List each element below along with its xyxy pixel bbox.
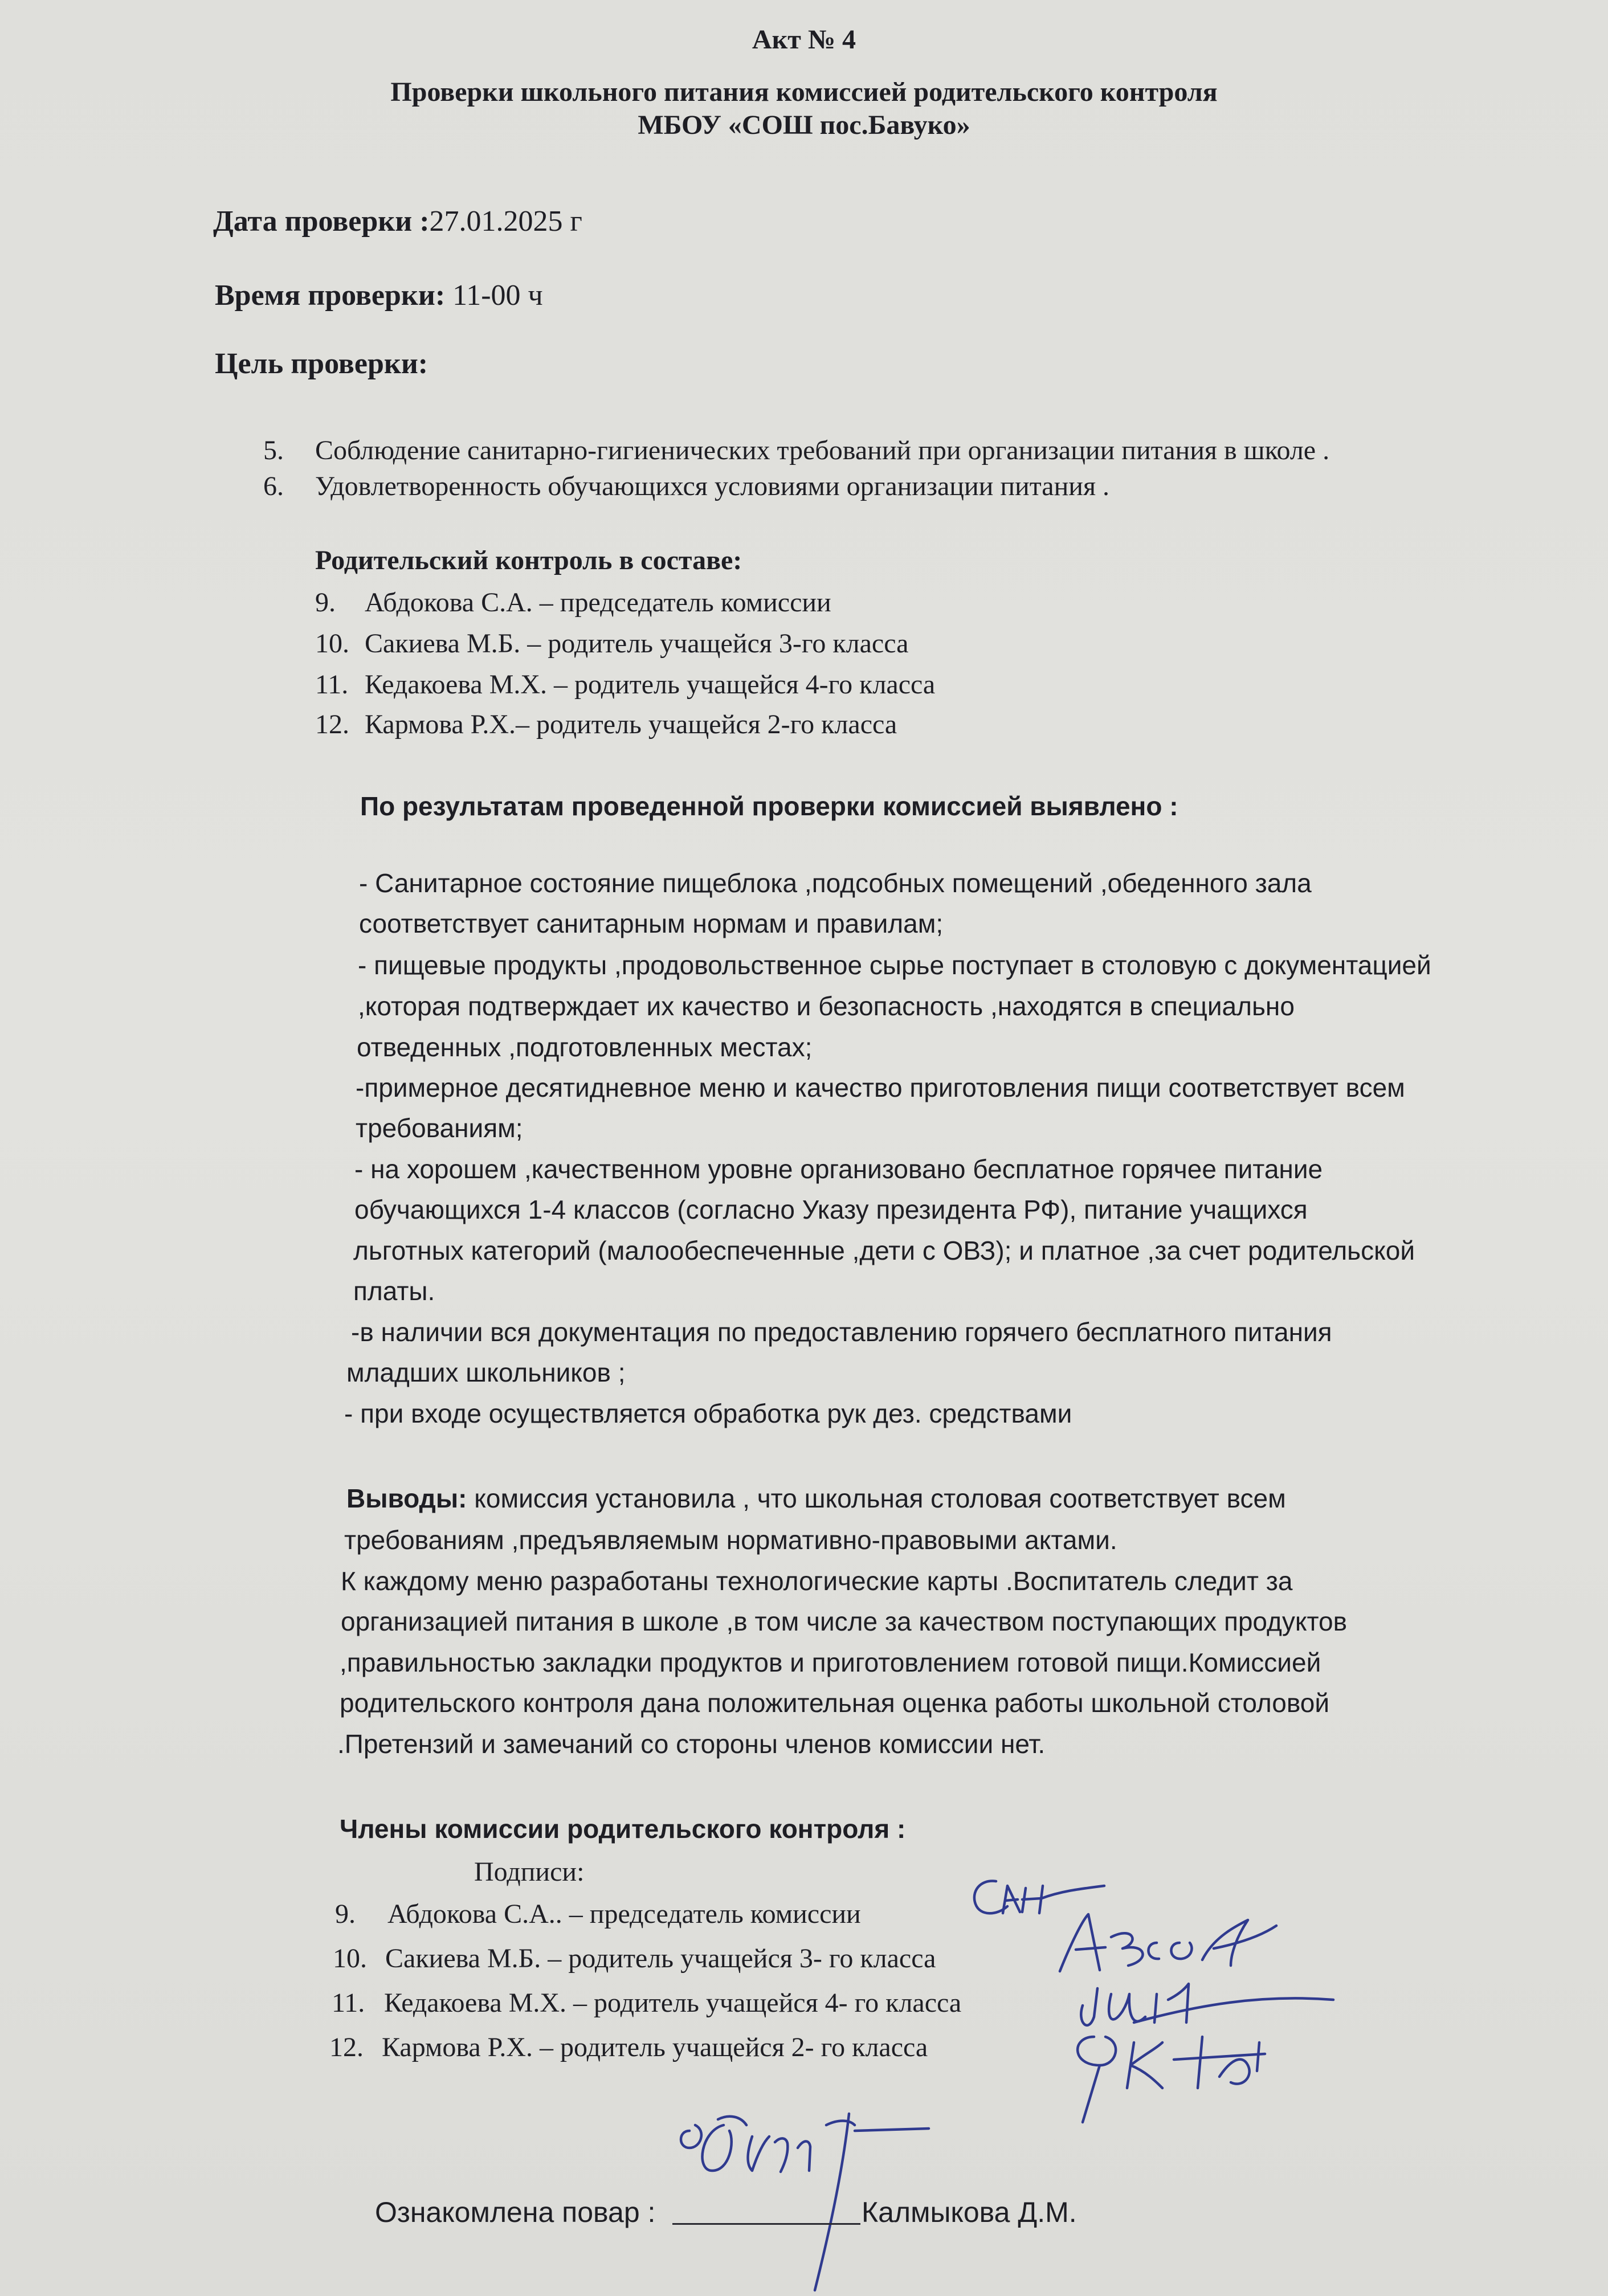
conclusion-line: организацией питания в школе ,в том числе за качеством поступающих продуктов [341, 1607, 1348, 1636]
result-line: обучающихся 1-4 классов (согласно Указу президента РФ), питание учащихся [354, 1195, 1308, 1224]
act-number: Акт № 4 [752, 24, 856, 55]
result-line: соответствует санитарным нормам и правилам; [359, 909, 944, 938]
signature-member-text: Сакиева М.Б. – родитель учащейся 3- го класса [385, 1943, 936, 1974]
signature-member-num: 9. [335, 1899, 356, 1929]
signature-member-text: Абдокова С.А.. – председатель комиссии [387, 1899, 861, 1929]
member-num: 10. [315, 628, 349, 659]
member-text: Кедакоева М.Х. – родитель учащейся 4-го класса [365, 669, 936, 700]
member-num: 11. [315, 669, 349, 700]
result-line: - при входе осуществляется обработка рук дез. средствами [344, 1399, 1072, 1428]
conclusion-line: родительского контроля дана положительная оценка работы школьной столовой [340, 1688, 1330, 1718]
conclusions-text: комиссия установила , что школьная столовая соответствует всем [467, 1484, 1286, 1513]
goal-item-text: Соблюдение санитарно-гигиенических требований при организации питания в школе . [315, 435, 1330, 465]
conclusions-label: Выводы: [346, 1484, 467, 1513]
member-num: 12. [315, 709, 349, 740]
signatures-subheading: Подписи: [474, 1857, 585, 1887]
signature-member-num: 10. [333, 1943, 367, 1974]
result-line: - Санитарное состояние пищеблока ,подсобных помещений ,обеденного зала [359, 868, 1312, 898]
result-line: ,которая подтверждает их качество и безопасность ,находятся в специально [358, 991, 1295, 1021]
result-line: отведенных ,подготовленных местах; [357, 1032, 813, 1062]
document-title: Проверки школьного питания комиссией родительского контроля [390, 77, 1218, 107]
signatures-heading: Члены комиссии родительского контроля : [340, 1814, 906, 1844]
goal-item-num: 5. [263, 435, 284, 465]
signature-member-num: 11. [332, 1988, 365, 2018]
cook-name: Калмыкова Д.М. [862, 2196, 1077, 2228]
time-label: Время проверки: [215, 279, 446, 312]
result-line: требованиям; [356, 1113, 523, 1143]
conclusion-line: ,правильностью закладки продуктов и приготовлением готовой пищи.Комиссией [340, 1648, 1321, 1677]
member-text: Абдокова С.А. – председатель комиссии [365, 587, 831, 618]
signature-karmova [1060, 2020, 1299, 2134]
goal-item-text: Удовлетворенность обучающихся условиями организации питания . [315, 471, 1110, 501]
signature-member-text: Кармова Р.Х. – родитель учащейся 2- го класса [382, 2032, 928, 2062]
cook-label: Ознакомлена повар : [375, 2196, 656, 2228]
signature-sakieva [1048, 1903, 1293, 1983]
member-text: Кармова Р.Х.– родитель учащейся 2-го класса [365, 709, 897, 740]
check-time [215, 281, 543, 311]
conclusions-first-line [346, 1485, 1286, 1511]
date-value: 27.01.2025 г [429, 205, 582, 238]
result-line: платы. [353, 1276, 435, 1306]
conclusion-line: требованиям ,предъявляемым нормативно-правовыми актами. [344, 1525, 1117, 1555]
conclusion-line: .Претензий и замечаний со стороны членов комиссии нет. [337, 1729, 1046, 1759]
result-line: -в наличии вся документация по предоставлению горячего бесплатного питания [351, 1317, 1332, 1347]
result-line: - на хорошем ,качественном уровне организовано бесплатное горячее питание [354, 1154, 1323, 1184]
time-value: 11-00 ч [445, 279, 543, 312]
results-heading: По результатам проведенной проверки комиссией выявлено : [360, 791, 1178, 821]
result-line: - пищевые продукты ,продовольственное сырье поступает в столовую с документацией [358, 950, 1431, 980]
result-line: льготных категорий (малообеспеченные ,дети с ОВЗ); и платное ,за счет родительской [353, 1236, 1415, 1265]
conclusion-line: К каждому меню разработаны технологические карты .Воспитатель следит за [341, 1566, 1293, 1596]
cook-acknowledgement [375, 2198, 655, 2226]
cook-signature-line [672, 2223, 860, 2225]
member-num: 9. [315, 587, 336, 618]
result-line: младших школьников ; [346, 1358, 626, 1387]
composition-heading: Родительский контроль в составе: [315, 545, 742, 575]
date-label: Дата проверки : [213, 205, 430, 238]
goal-label: Цель проверки: [215, 348, 428, 380]
signature-member-text: Кедакоева М.Х. – родитель учащейся 4- го класса [384, 1988, 962, 2018]
result-line: -примерное десятидневное меню и качество приготовления пищи соответствует всем [356, 1073, 1405, 1102]
member-text: Сакиева М.Б. – родитель учащейся 3-го класса [365, 628, 909, 659]
check-date [213, 207, 582, 236]
signature-member-num: 12. [329, 2032, 364, 2062]
school-name: МБОУ «СОШ пос.Бавуко» [638, 110, 970, 140]
goal-item-num: 6. [263, 471, 284, 501]
